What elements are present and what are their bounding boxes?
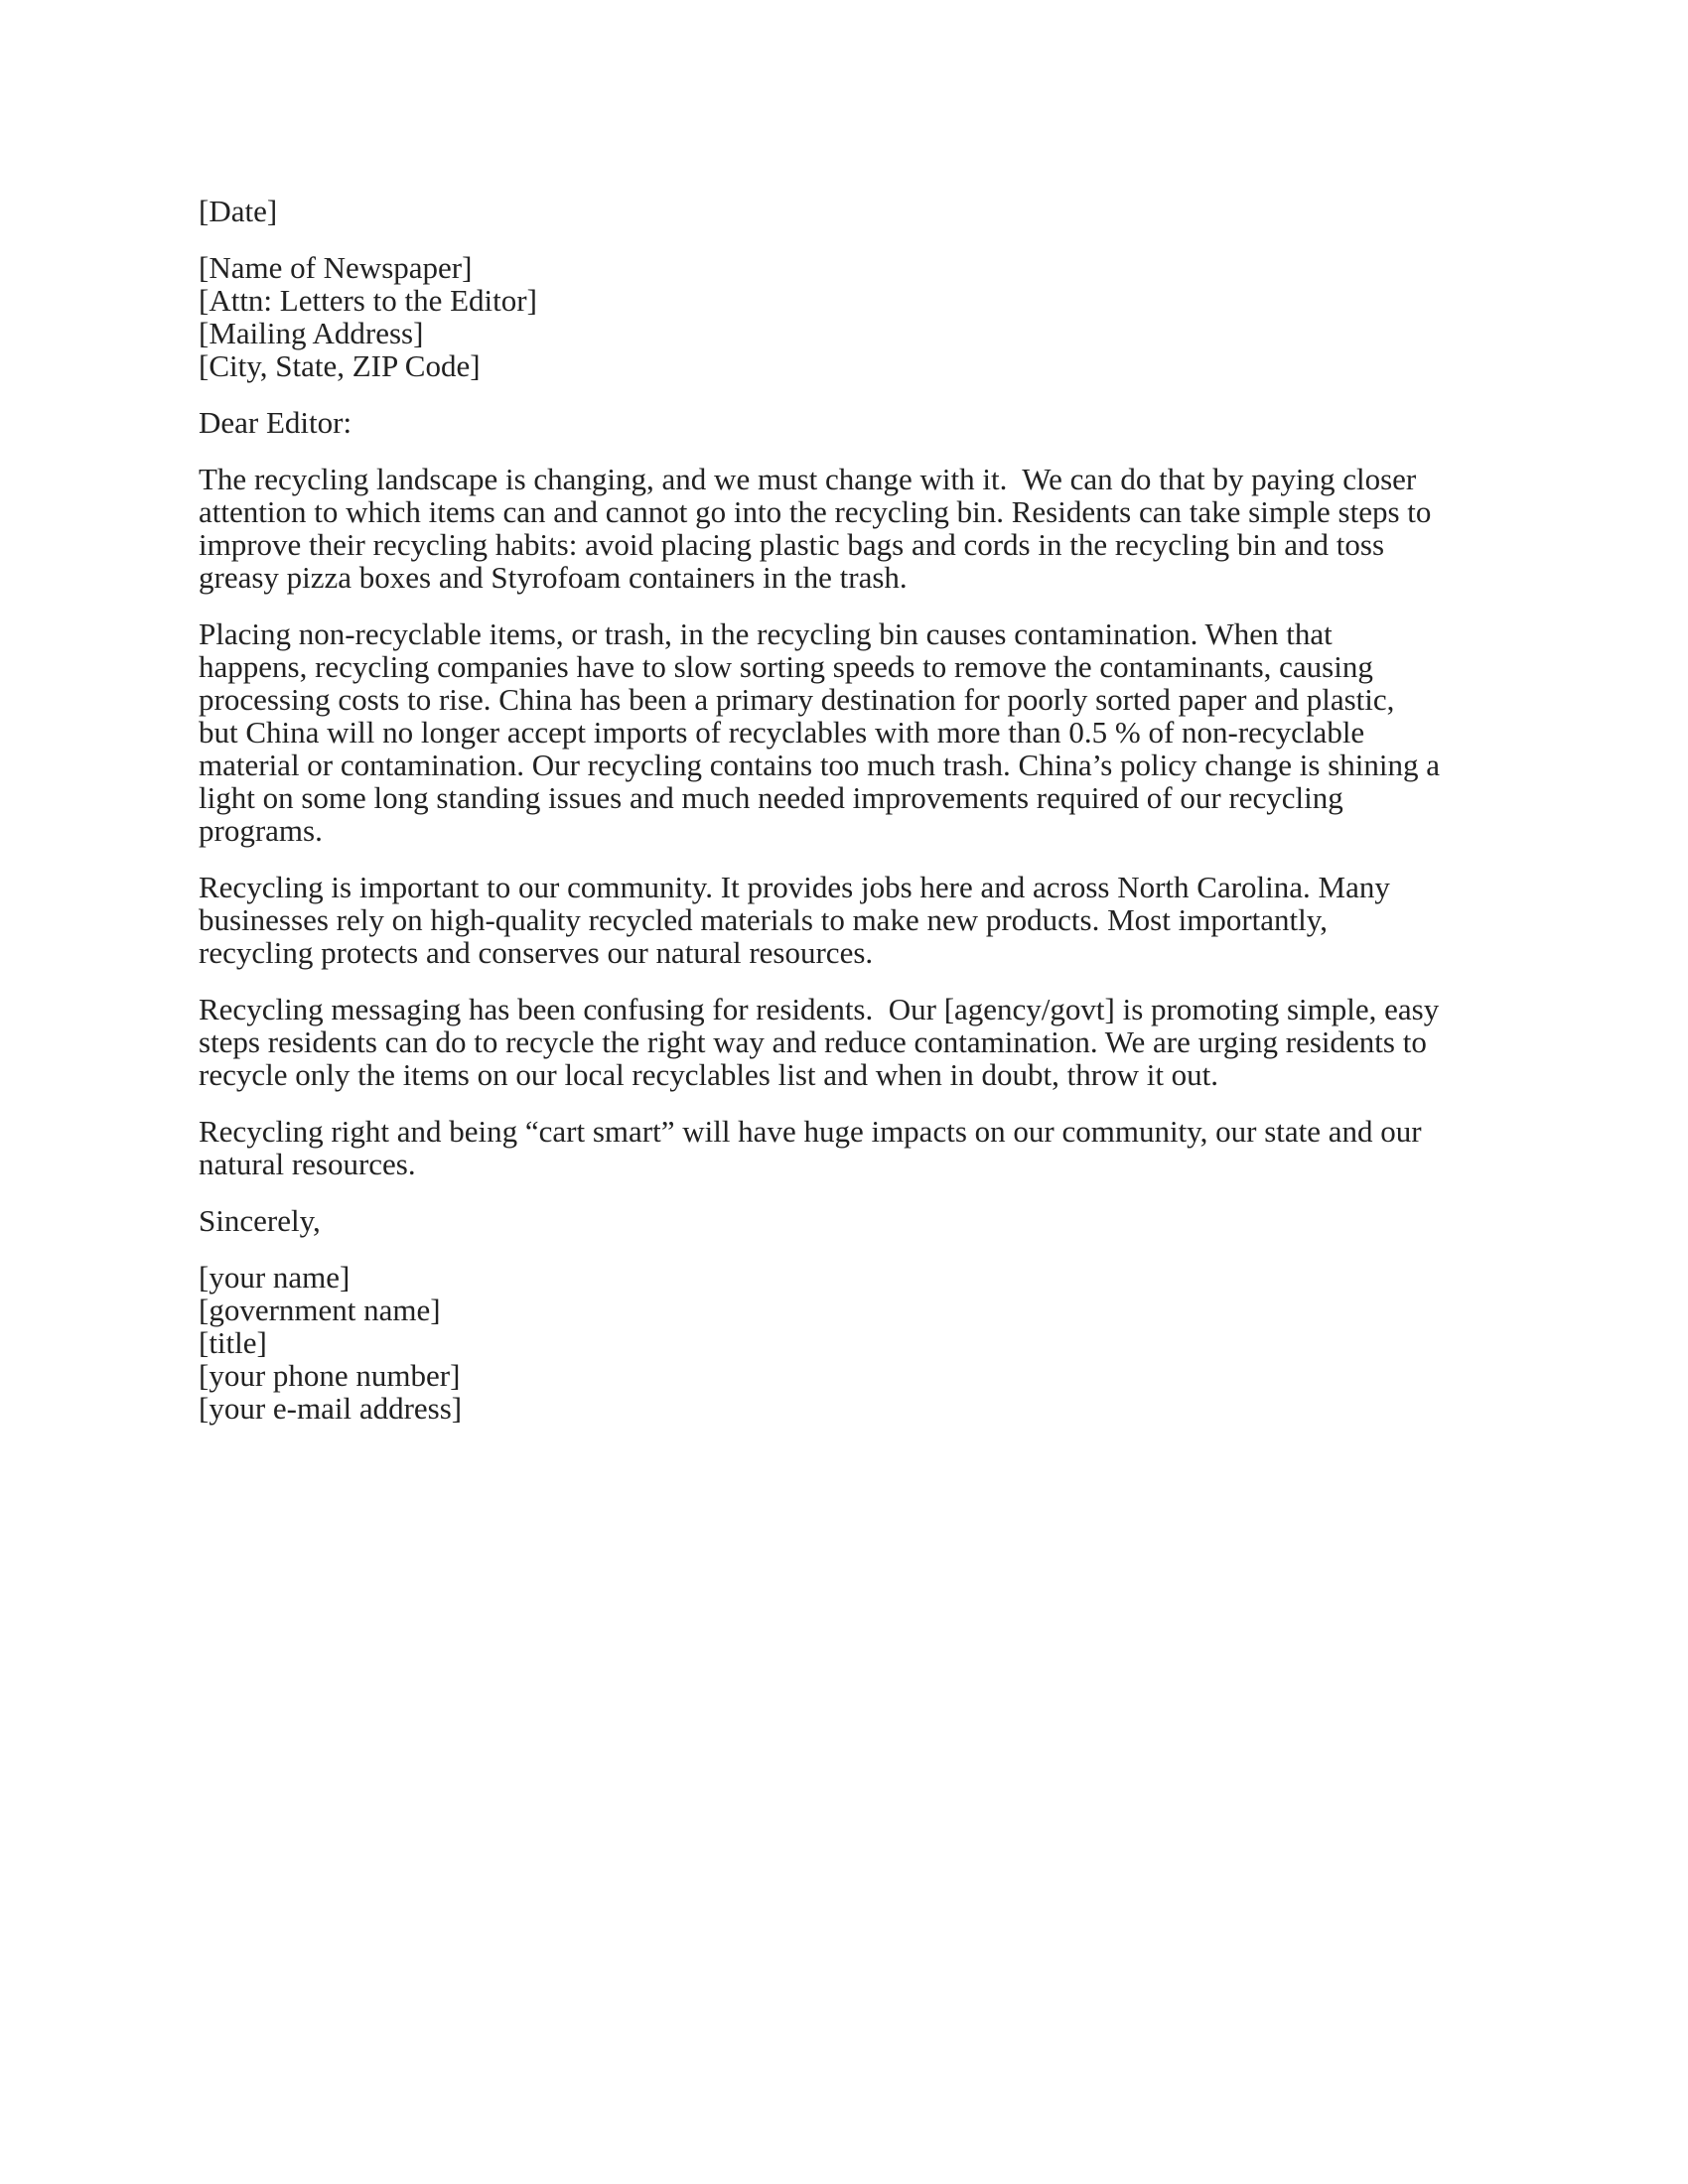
date-block: [199, 195, 1499, 227]
salutation-block: [199, 406, 1499, 439]
letter-date: [Date]: [199, 194, 278, 228]
paragraph-line: The recycling landscape is changing, and we must change with it. We can do that by paying closer: [199, 462, 1417, 496]
salutation: Dear Editor:: [199, 405, 352, 440]
closing: Sincerely,: [199, 1203, 321, 1238]
paragraph-line: steps residents can do to recycle the right way and reduce contamination. We are urging residents to: [199, 1024, 1427, 1059]
paragraph-line: processing costs to rise. China has been a primary destination for poorly sorted paper and plastic,: [199, 682, 1395, 717]
paragraph-line: light on some long standing issues and much needed improvements required of our recycling: [199, 780, 1343, 815]
body-paragraph-4: [199, 993, 1499, 1091]
paragraph-line: greasy pizza boxes and Styrofoam containers in the trash.: [199, 560, 908, 595]
paragraph-line: attention to which items can and cannot go into the recycling bin. Residents can take simple steps to: [199, 494, 1432, 529]
signature-line: [your phone number]: [199, 1358, 461, 1393]
paragraph-line: programs.: [199, 813, 323, 848]
signature-line: [your name]: [199, 1260, 351, 1295]
paragraph-line: natural resources.: [199, 1147, 416, 1181]
paragraph-line: Recycling messaging has been confusing for residents. Our [agency/govt] is promoting simple, easy: [199, 992, 1440, 1026]
paragraph-line: material or contamination. Our recycling contains too much trash. China’s policy change is shining a: [199, 748, 1441, 782]
signature-line: [title]: [199, 1325, 267, 1360]
paragraph-line: but China will no longer accept imports of recyclables with more than 0.5 % of non-recyclable: [199, 715, 1365, 750]
paragraph-line: recycling protects and conserves our natural resources.: [199, 935, 874, 970]
body-paragraph-5: [199, 1115, 1499, 1180]
paragraph-line: improve their recycling habits: avoid placing plastic bags and cords in the recycling bin and toss: [199, 527, 1385, 562]
recipient-line: [Name of Newspaper]: [199, 250, 473, 285]
closing-block: [199, 1204, 1499, 1237]
paragraph-line: recycle only the items on our local recyclables list and when in doubt, throw it out.: [199, 1057, 1219, 1092]
body-paragraph-1: [199, 463, 1499, 594]
body-paragraph-2: [199, 617, 1499, 847]
signature-line: [your e-mail address]: [199, 1391, 463, 1426]
recipient-line: [City, State, ZIP Code]: [199, 348, 481, 383]
letter-page: [199, 195, 1499, 1448]
paragraph-line: Placing non-recyclable items, or trash, in the recycling bin causes contamination. When that: [199, 616, 1333, 651]
paragraph-line: Recycling is important to our community. It provides jobs here and across North Carolina. Many: [199, 870, 1390, 904]
recipient-address-block: [199, 251, 1499, 382]
paragraph-line: Recycling right and being “cart smart” will have huge impacts on our community, our state and our: [199, 1114, 1422, 1149]
body-paragraph-3: [199, 871, 1499, 969]
signature-line: [government name]: [199, 1293, 441, 1327]
recipient-line: [Mailing Address]: [199, 316, 424, 350]
paragraph-line: businesses rely on high-quality recycled materials to make new products. Most importantly,: [199, 902, 1328, 937]
signature-block: [199, 1261, 1499, 1425]
paragraph-line: happens, recycling companies have to slow sorting speeds to remove the contaminants, causing: [199, 649, 1373, 684]
recipient-line: [Attn: Letters to the Editor]: [199, 283, 537, 318]
